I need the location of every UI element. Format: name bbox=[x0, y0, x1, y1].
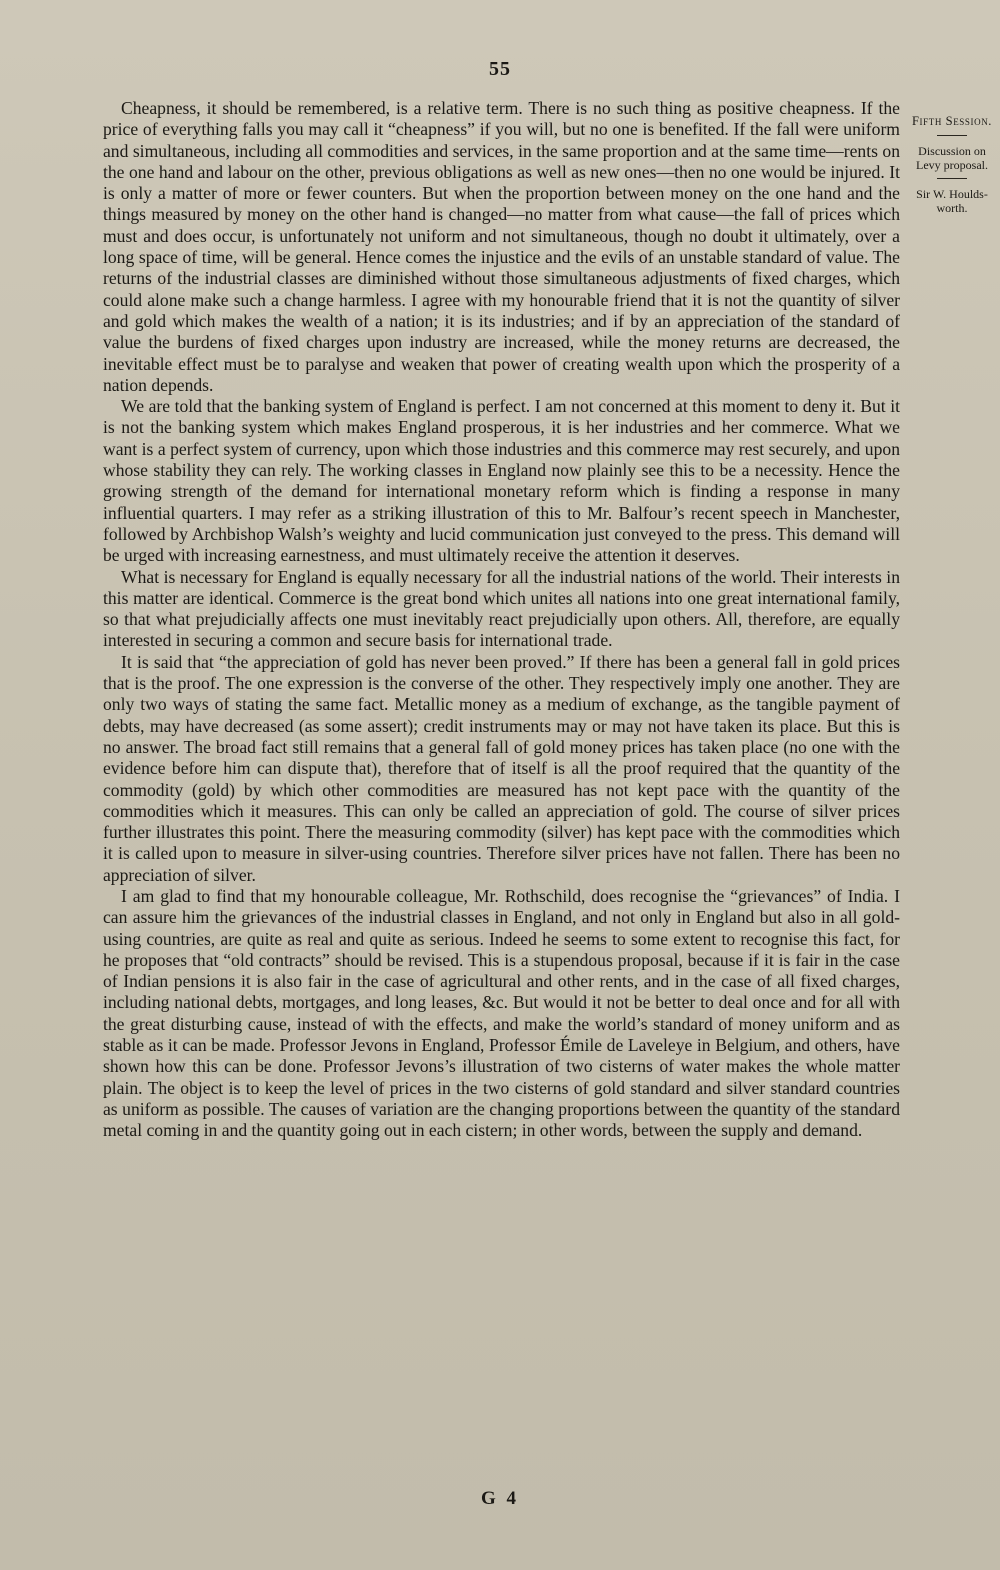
side-note-session: Fifth Session. bbox=[911, 114, 993, 128]
paragraph-appreciation-of-gold: It is said that “the appreciation of gold has never been proved.” If there has been a general fall in gold prices that is the proof. The one expression is the converse of the other. They respectively imply one another. They are only two ways of stating the same fact. Metallic money as a medium of exchange, as the tangible payment of debts, may have decreased (as some assert); credit instruments may or may not have taken its place. But this is no answer. The broad fact still remains that a general fall of gold money prices has taken place (no one with the evidence before him can dispute that), therefore that of itself is all the proof required that the quantity of the commodity (gold) by which other commodities are measured has not kept pace with the quantity of the commodities which it measures. This can only be called an appreciation of gold. The course of silver prices further illustrates this point. There the measuring commodity (silver) has kept pace with the commodities which it is called upon to measure in silver-using countries. Therefore silver prices have not fallen. There has been no appreciation of silver. bbox=[103, 651, 900, 885]
paragraph-cheapness: Cheapness, it should be remembered, is a relative term. There is no such thing as positive cheapness. If the price of everything falls you may call it “cheapness” if you will, but no one is benefited. If the fall were uniform and simultaneous, including all commodities and services, in the same proportion and at the same time—rents on the one hand and labour on the other, previous obligations as well as new ones—then no one would be injured. It is only a matter of more or fewer counters. But when the proportion between money on the one hand and the things measured by money on the other hand is changed—no matter from what cause—the fall of prices which must and does occur, is unfortunately not uniform and not simultaneous, though no doubt it ultimately, over a long space of time, will be general. Hence comes the injustice and the evils of an unstable standard of value. The returns of the industrial classes are diminished without those simultaneous adjustments of fixed charges, which could alone make such a change harmless. I agree with my honourable friend that it is not the quantity of silver and gold which makes the wealth of a nation; it is its industries; and if by an appreciation of the standard of value the burdens of fixed charges upon industry are increased, while the money returns are decreased, the inevitable effect must be to paralyse and weaken that power of creating wealth upon which the prosperity of a nation depends. bbox=[103, 98, 900, 395]
paragraph-industrial-nations: What is necessary for England is equally necessary for all the industrial nations of the world. Their interests in this matter are identical. Commerce is the great bond which unites all nations into one great international family, so that what prejudicially affects one must inevitably react prejudicially upon others. All, therefore, are equally interested in securing a common and secure basis for international trade. bbox=[103, 566, 900, 651]
printer-signature-mark: G 4 bbox=[480, 1488, 520, 1509]
side-note-topic: Discussion on Levy proposal. bbox=[916, 144, 988, 172]
side-note-speaker: Sir W. Houlds-worth. bbox=[916, 187, 988, 215]
page-number: 55 bbox=[489, 58, 511, 80]
margin-notes bbox=[910, 114, 994, 215]
main-text-column bbox=[103, 98, 900, 1142]
side-note-divider bbox=[937, 178, 967, 179]
side-note-divider bbox=[937, 135, 967, 136]
paragraph-grievances-of-india: I am glad to find that my honourable colleague, Mr. Rothschild, does recognise the “grievances” of India. I can assure him the grievances of the industrial classes in England, and not only in England but also in all gold-using countries, are quite as real and quite as serious. Indeed he seems to some extent to recognise this fact, for he proposes that “old contracts” should be revised. This is a stupendous proposal, because if it is fair in the case of Indian pensions it is also fair in the case of agricultural and other rents, and in the case of all fixed charges, including national debts, mortgages, and long leases, &c. But would it not be better to deal once and for all with the great disturbing cause, instead of with the effects, and make the world’s standard of money uniform and as stable as it can be made. Professor Jevons in England, Professor Émile de Laveleye in Belgium, and others, have shown how this can be done. Professor Jevons’s illustration of two cisterns of water makes the whole matter plain. The object is to keep the level of prices in the two cisterns of gold standard and silver standard countries as uniform as possible. The causes of variation are the changing proportions between the quantity of the standard metal coming in and the quantity going out in each cistern; in other words, between the supply and demand. bbox=[103, 885, 900, 1141]
paragraph-banking-system: We are told that the banking system of England is perfect. I am not concerned at this moment to deny it. But it is not the banking system which makes England prosperous, it is her industries and her commerce. What we want is a perfect system of currency, upon which those industries and this commerce may rest securely, and upon whose stability they can rely. The working classes in England now plainly see this to be a necessity. Hence the growing strength of the demand for international monetary reform which is finding a response in many influential quarters. I may refer as a striking illustration of this to Mr. Balfour’s recent speech in Manchester, followed by Archbishop Walsh’s weighty and lucid communication just conveyed to the press. This demand will be urged with increasing earnestness, and must ultimately receive the attention it deserves. bbox=[103, 396, 900, 566]
